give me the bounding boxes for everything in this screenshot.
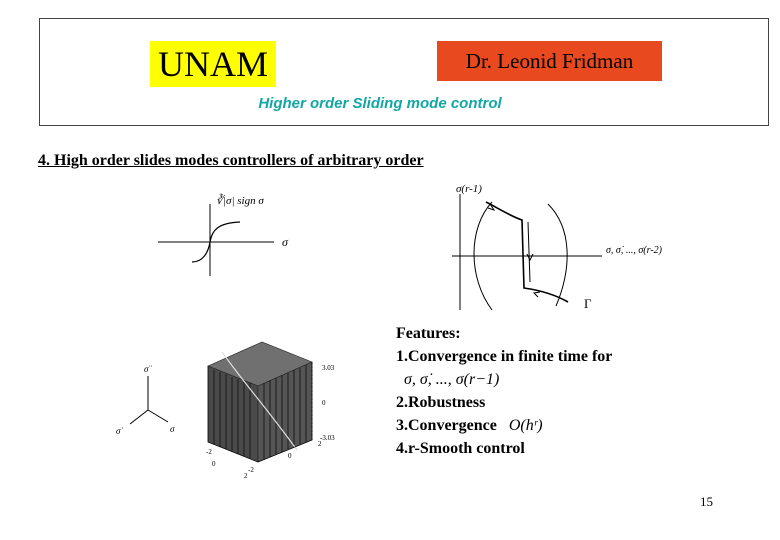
- z-tick-top: 3.03: [322, 364, 335, 372]
- phase-portrait: [448, 178, 688, 313]
- features-list: [396, 322, 612, 460]
- course-title: Higher order Sliding mode control: [258, 95, 502, 112]
- feature-item-robustness: 2.Robustness: [396, 394, 486, 411]
- x-tick-right: 2: [244, 472, 248, 480]
- y-tick-mid: 0: [288, 452, 292, 460]
- convergence-order-formula: O(hʳ): [508, 417, 543, 434]
- triad-label-x: σ̇: [116, 426, 121, 436]
- phase-switching-curve: [486, 202, 568, 302]
- phase-gamma-label: Γ: [584, 296, 592, 311]
- sigma-derivatives-formula: σ, σ̇, ..., σ(r−1): [404, 371, 500, 388]
- surface-plot: [112, 332, 362, 482]
- sign-function-plot: [150, 190, 300, 280]
- y-tick-left: -2: [248, 466, 254, 474]
- x-tick-left: -2: [206, 448, 212, 456]
- feature-item-convergence-order: [396, 414, 612, 437]
- feature-item-convergence-math: [396, 368, 612, 391]
- feature-item-convergence: 1.Convergence in finite time for: [396, 348, 613, 365]
- triad-y-axis: [148, 410, 168, 422]
- features-heading: Features:: [396, 325, 461, 342]
- z-tick-mid: 0: [322, 399, 326, 407]
- x-tick-mid: 0: [212, 460, 216, 468]
- phase-trajectory: [528, 222, 530, 282]
- author-name: Dr. Leonid Fridman: [437, 41, 662, 81]
- feature-item-smooth-control: 4.r-Smooth control: [396, 440, 525, 457]
- phase-y-label: σ(r-1): [456, 183, 482, 195]
- sign-function-label: ∛|σ| sign σ: [216, 195, 264, 207]
- triad-label-z: σ̈: [144, 364, 149, 374]
- phase-x-label: σ, σ̇, ..., σ(r-2): [606, 245, 662, 256]
- phase-right-arc: [548, 204, 567, 306]
- section-title: 4. High order slides modes controllers of arbitrary order: [38, 152, 424, 169]
- z-tick-bottom: -3.03: [320, 434, 335, 442]
- y-tick-right: 2: [318, 440, 322, 448]
- triad-label-y: σ: [170, 424, 175, 434]
- phase-arrow-down: [527, 254, 533, 260]
- triad-x-axis: [130, 410, 148, 424]
- feature-item-convergence-order-label: 3.Convergence: [396, 417, 497, 434]
- unam-logo: UNAM: [150, 41, 276, 87]
- page-number: 15: [700, 494, 713, 509]
- phase-arrow-bottom: [534, 292, 540, 297]
- sign-axis-label: σ: [282, 235, 288, 249]
